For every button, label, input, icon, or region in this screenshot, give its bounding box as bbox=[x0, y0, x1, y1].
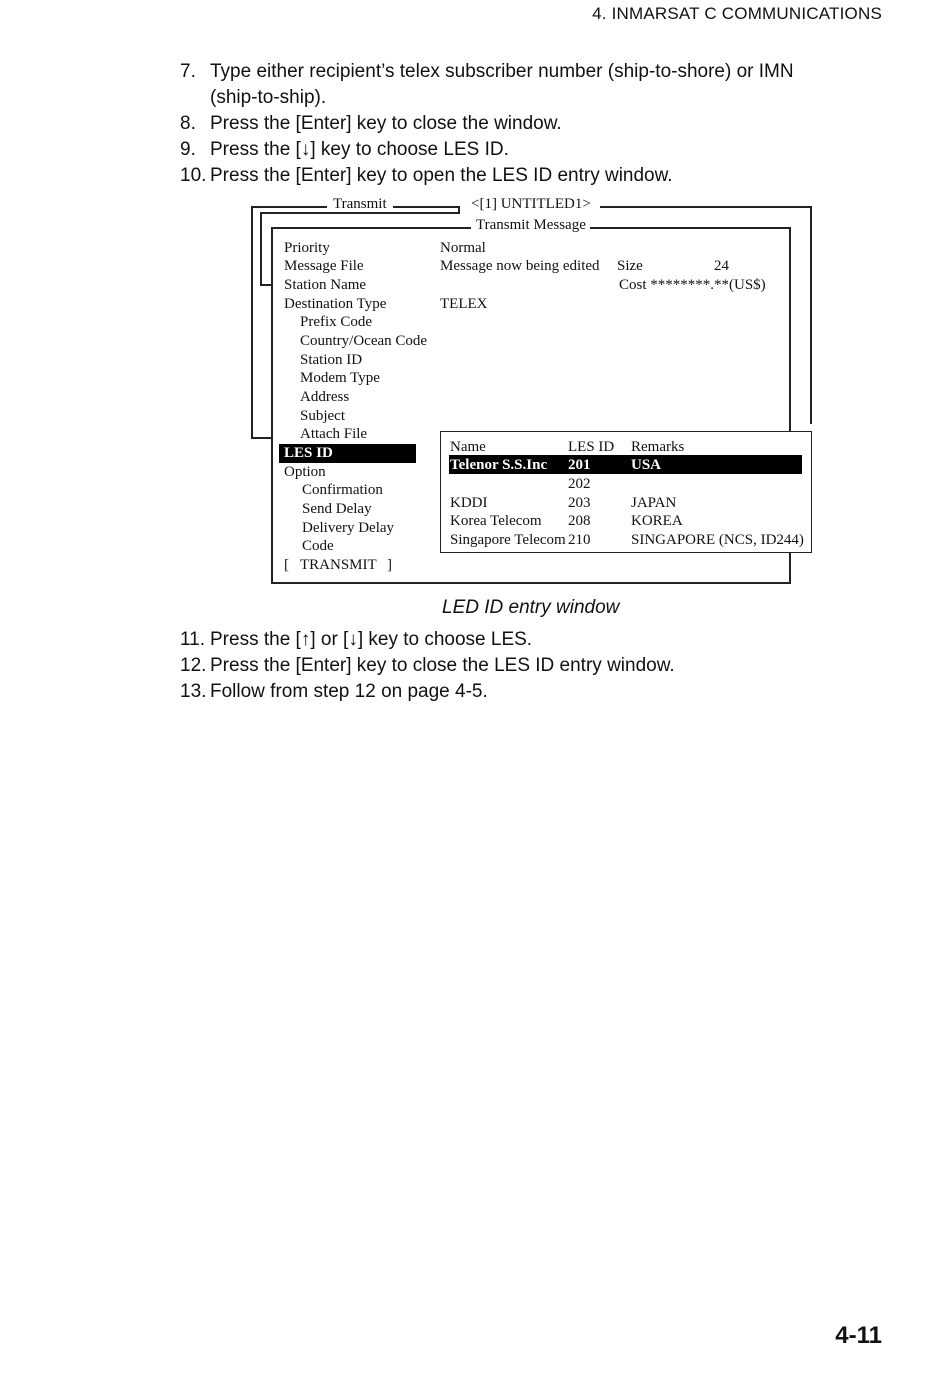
table-row-selected[interactable] bbox=[449, 455, 802, 474]
field-address[interactable]: Address bbox=[300, 389, 350, 405]
field-station-name[interactable]: Station Name bbox=[284, 277, 367, 293]
cell-les-id: 203 bbox=[568, 495, 591, 511]
col-header-les-id: LES ID bbox=[568, 439, 615, 455]
step-number: 7. bbox=[180, 61, 196, 82]
transmit-bracket-open: [ bbox=[284, 557, 289, 573]
value-message-file: Message now being edited bbox=[440, 258, 600, 274]
les-id-entry-figure bbox=[0, 0, 950, 600]
cost-value: Cost ********.**(US$) bbox=[619, 277, 766, 293]
step-text: Press the [Enter] key to close the LES ID entry window. bbox=[210, 655, 675, 676]
field-send-delay[interactable]: Send Delay bbox=[302, 501, 372, 517]
figure-caption: LED ID entry window bbox=[442, 597, 620, 618]
cell-les-id: 210 bbox=[568, 532, 591, 548]
field-country-ocean-code[interactable]: Country/Ocean Code bbox=[300, 333, 428, 349]
window-border bbox=[271, 227, 471, 229]
step-12 bbox=[180, 653, 830, 679]
step-text: Press the [↑] or [↓] key to choose LES. bbox=[210, 629, 533, 650]
field-les-id-selected[interactable] bbox=[279, 444, 416, 463]
col-header-remarks: Remarks bbox=[631, 439, 685, 455]
window-border bbox=[458, 206, 460, 214]
cell-remarks: JAPAN bbox=[631, 495, 677, 511]
step-text: Type either recipient’s telex subscriber number (ship-to-shore) or IMN (ship-to-ship). bbox=[210, 61, 794, 108]
size-value: 24 bbox=[714, 258, 729, 274]
window-border bbox=[393, 206, 458, 208]
field-subject[interactable]: Subject bbox=[300, 408, 345, 424]
step-number: 13. bbox=[180, 681, 207, 702]
transmit-message-title: Transmit Message bbox=[476, 217, 586, 233]
step-text: Follow from step 12 on page 4-5. bbox=[210, 681, 488, 702]
steps-list-bottom bbox=[180, 627, 830, 705]
step-13 bbox=[180, 679, 830, 705]
cell-name: Telenor S.S.Inc bbox=[450, 457, 548, 473]
window-border bbox=[251, 437, 272, 439]
value-destination-type: TELEX bbox=[440, 296, 488, 312]
cell-les-id: 202 bbox=[568, 476, 591, 492]
window-border bbox=[260, 212, 262, 285]
step-text: Press the [Enter] key to open the LES ID entry window. bbox=[210, 165, 673, 186]
window-border bbox=[590, 227, 791, 229]
page-number: 4-11 bbox=[835, 1322, 882, 1349]
step-number: 11. bbox=[180, 629, 206, 650]
cell-name: Singapore Telecom bbox=[450, 532, 566, 548]
field-priority[interactable]: Priority bbox=[284, 240, 330, 256]
value-priority: Normal bbox=[440, 240, 486, 256]
les-id-popup bbox=[440, 431, 812, 553]
field-attach-file[interactable]: Attach File bbox=[300, 426, 368, 442]
field-message-file[interactable]: Message File bbox=[284, 258, 364, 274]
field-option[interactable]: Option bbox=[284, 464, 326, 480]
transmit-title: Transmit bbox=[333, 196, 387, 212]
cell-les-id: 208 bbox=[568, 513, 591, 529]
cell-les-id: 201 bbox=[568, 457, 591, 473]
field-confirmation[interactable]: Confirmation bbox=[302, 482, 383, 498]
field-station-id[interactable]: Station ID bbox=[300, 352, 363, 368]
window-border bbox=[251, 206, 327, 208]
step-text: Press the [↓] key to choose LES ID. bbox=[210, 139, 509, 160]
col-header-name: Name bbox=[450, 439, 486, 455]
step-number: 9. bbox=[180, 139, 196, 160]
size-label: Size bbox=[617, 258, 643, 274]
section-header: 4. INMARSAT C COMMUNICATIONS bbox=[592, 4, 882, 23]
field-code[interactable]: Code bbox=[302, 538, 334, 554]
window-border bbox=[271, 227, 273, 583]
window-title: <[1] UNTITLED1> bbox=[471, 196, 591, 212]
cell-remarks: USA bbox=[631, 457, 662, 473]
window-border bbox=[260, 212, 458, 214]
cell-remarks: KOREA bbox=[631, 513, 683, 529]
field-prefix-code[interactable]: Prefix Code bbox=[300, 314, 373, 330]
field-destination-type[interactable]: Destination Type bbox=[284, 296, 387, 312]
transmit-bracket-close: ] bbox=[387, 557, 392, 573]
cell-name: KDDI bbox=[450, 495, 488, 511]
cell-name: Korea Telecom bbox=[450, 513, 542, 529]
cell-remarks: SINGAPORE (NCS, ID244) bbox=[631, 532, 804, 548]
step-number: 10. bbox=[180, 165, 207, 186]
field-modem-type[interactable]: Modem Type bbox=[300, 370, 380, 386]
step-number: 12. bbox=[180, 655, 207, 676]
field-les-id-label: LES ID bbox=[284, 445, 333, 461]
step-11 bbox=[180, 627, 830, 653]
step-number: 8. bbox=[180, 113, 196, 134]
window-border bbox=[810, 206, 812, 424]
field-delivery-delay[interactable]: Delivery Delay bbox=[302, 520, 395, 536]
transmit-button[interactable]: TRANSMIT bbox=[300, 557, 377, 573]
window-border bbox=[251, 206, 253, 438]
step-text: Press the [Enter] key to close the window. bbox=[210, 113, 562, 134]
window-border bbox=[600, 206, 812, 208]
window-border bbox=[271, 582, 791, 584]
